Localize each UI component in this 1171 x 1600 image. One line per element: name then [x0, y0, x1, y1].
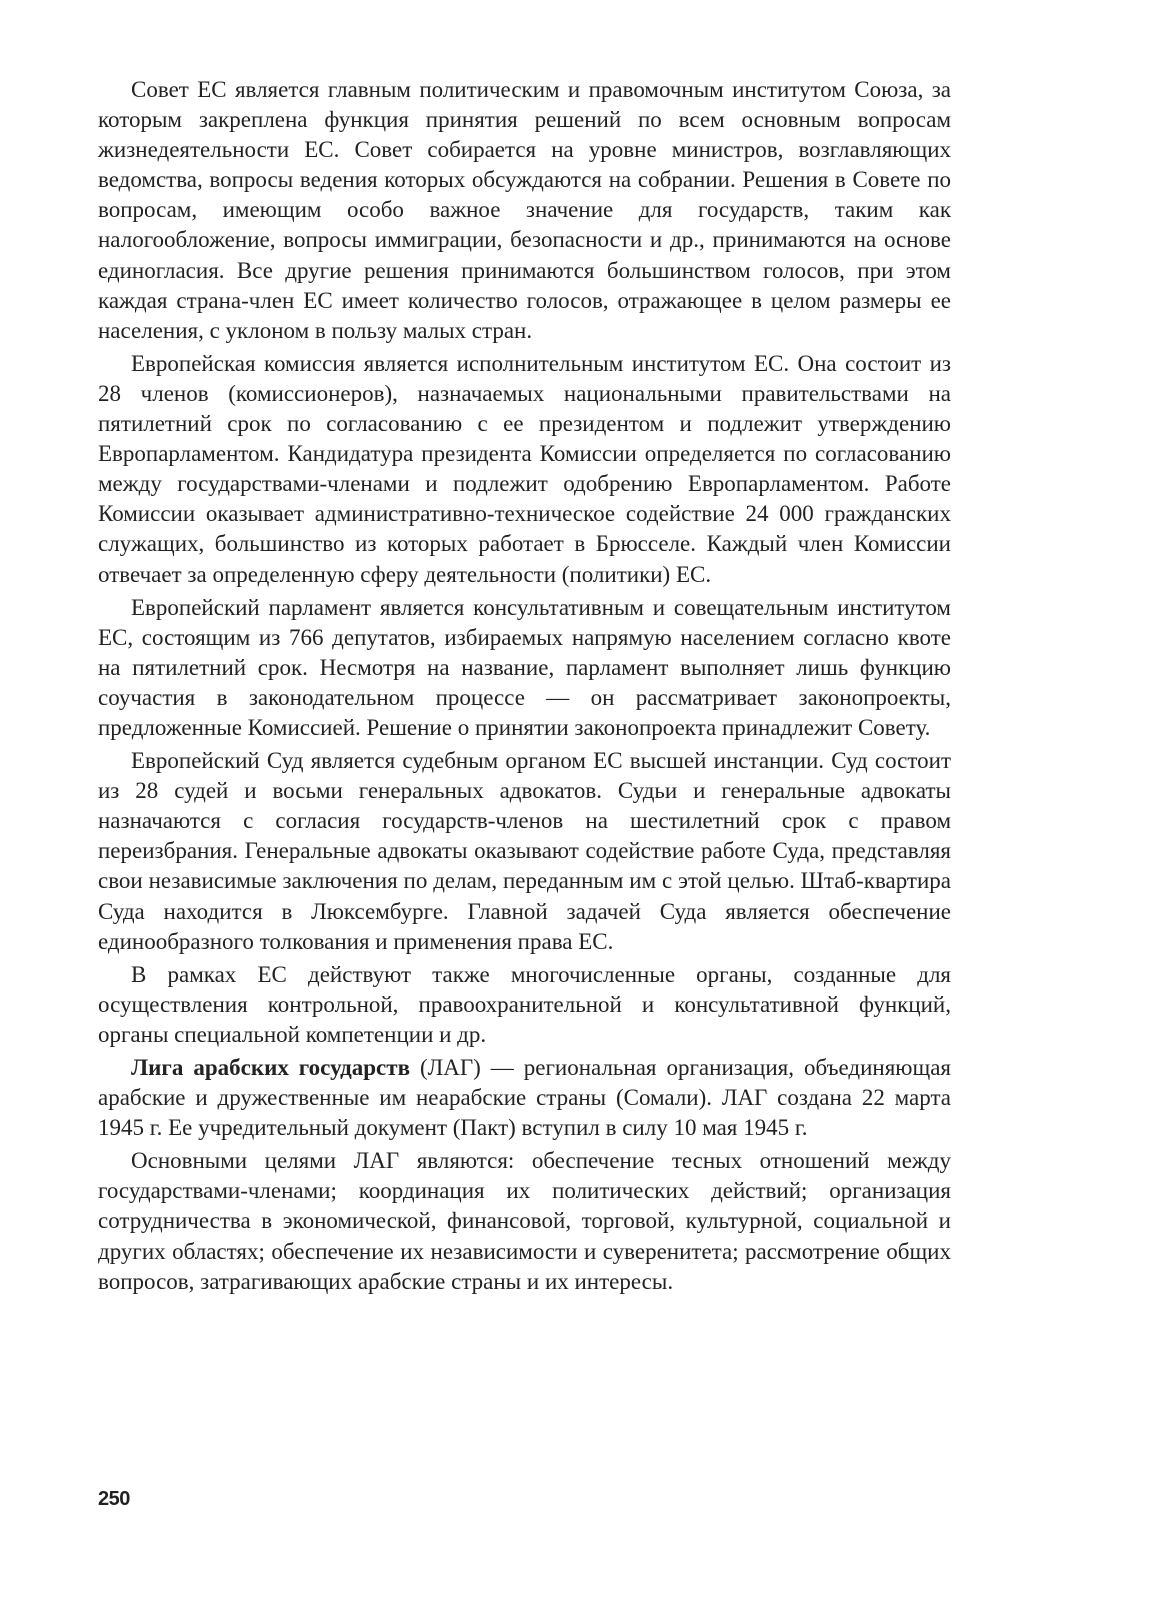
paragraph-eu-commission — [98, 349, 951, 590]
paragraph-text: Европейский парламент является консультативным и совещательным институтом ЕС, состоящим из 766 депутатов, избираемых напрямую населением согласно квоте на пятилетний срок. Несмотря на название, парламент выполняет лишь функцию соучастия в законодательном процессе — он рассматривает законопроекты, предложенные Комиссией. Решение о принятии законопроекта принадлежит Совету. — [98, 594, 951, 740]
page-number: 250 — [98, 1488, 130, 1510]
paragraph-arab-league-goals — [98, 1146, 951, 1296]
paragraph-eu-council — [98, 75, 951, 346]
paragraph-eu-parliament — [98, 593, 951, 743]
paragraph-eu-court — [98, 746, 951, 957]
paragraph-text: Европейский Суд является судебным органом ЕС высшей инстанции. Суд состоит из 28 судей и восьми генеральных адвокатов. Судьи и генеральные адвокаты назначаются с согласия государств-членов на шестилетний срок с правом переизбрания. Генеральные адвокаты оказывают содействие работе Суда, представляя свои независимые заключения по делам, переданным им с этой целью. Штаб-квартира Суда находится в Люксембурге. Главной задачей Суда является обеспечение единообразного толкования и применения права ЕС. — [98, 748, 951, 954]
paragraph-text: Основными целями ЛАГ являются: обеспечение тесных отношений между государствами-членами; координация их политических действий; организация сотрудничества в экономической, финансовой, торговой, культурной, социальной и других областях; обеспечение их независимости и суверенитета; рассмотрение общих вопросов, затрагивающих арабские страны и их интересы. — [98, 1148, 951, 1294]
paragraph-text: Совет ЕС является главным политическим и правомочным институтом Союза, за которым закреплена функция принятия решений по всем основным вопросам жизнедеятельности ЕС. Совет собирается на уровне министров, возглавляющих ведомства, вопросы ведения которых обсуждаются на собрании. Решения в Совете по вопросам, имеющим особо важное значение для государств, таким как налогообложение, вопросы иммиграции, безопасности и др., принимаются на основе единогласия. Все другие решения принимаются большинством голосов, при этом каждая страна-член ЕС имеет количество голосов, отражающее в целом размеры ее населения, с уклоном в пользу малых стран. — [98, 77, 951, 343]
paragraph-text: (ЛАГ) — региональная организация, объединяющая арабские и дружественные им неарабские страны (Сомали). ЛАГ создана 22 марта 1945 г. Ее учредительный документ (Пакт) вступил в силу 10 мая 1945 г. — [98, 1055, 951, 1141]
paragraph-text: Европейская комиссия является исполнительным институтом ЕС. Она состоит из 28 членов (комиссионеров), назначаемых национальными правительствами на пятилетний срок по согласованию с ее президентом и подлежит утверждению Европарламентом. Кандидатура президента Комиссии определяется по согласованию между государствами-членами и подлежит одобрению Европарламентом. Работе Комиссии оказывает административно-техническое содействие 24 000 гражданских служащих, большинство из которых работает в Брюсселе. Каждый член Комиссии отвечает за определенную сферу деятельности (политики) ЕС. — [98, 350, 951, 587]
paragraph-arab-league — [98, 1053, 951, 1143]
term-heading: Лига арабских государств — [131, 1055, 410, 1080]
paragraph-eu-other-bodies — [98, 960, 951, 1050]
paragraph-text: В рамках ЕС действуют также многочисленные органы, созданные для осуществления контрольной, правоохранительной и консультативной функций, органы специальной компетенции и др. — [98, 961, 951, 1047]
body-text — [98, 75, 951, 1300]
